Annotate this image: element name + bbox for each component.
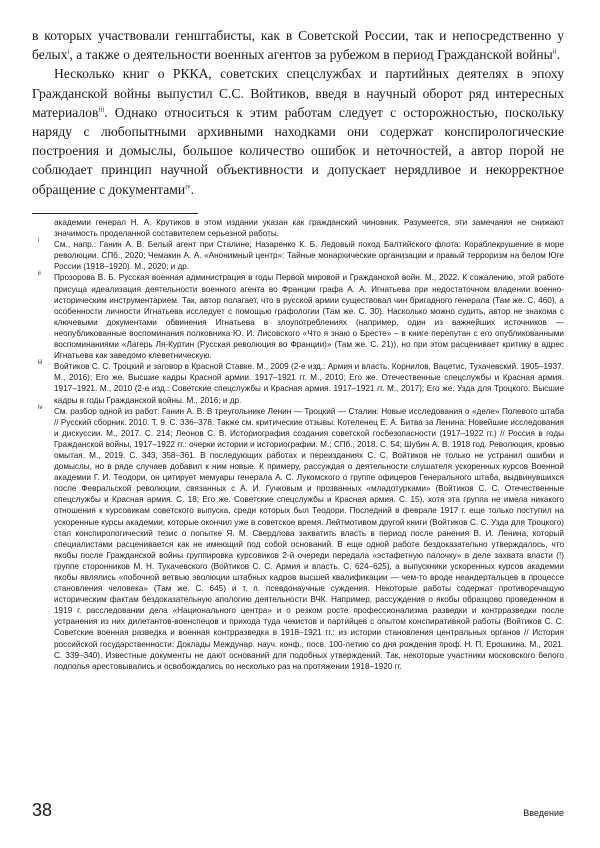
footnote-mark: i [38, 238, 40, 245]
footnote-ref-iii[interactable]: iii [98, 105, 105, 114]
running-footer-section: Введение [523, 808, 564, 818]
footnote-continued: академии генерал Н. А. Крутиков в этом издании указан как гражданский чиновник. Разумеется, эти замечания не снижают значимость проделанной составителем серьезной работы. [54, 218, 564, 239]
main-paragraph-1: в которых участвовали генштабисты, как в Советской России, так и непосредственно у белых$^i$, а также о деятельности военных агентов за рубежом в период Гражданской войны$^{ii}$. [32, 28, 564, 63]
footnote-mark: ii [38, 271, 41, 278]
footnote-i: i См., напр.: Ганин А. В. Белый агент при Сталине; Назаренко К. Б. Ледовый поход Балтийского флота: Кораблекрушение в море революции. СПб., 2020; Чемакин А. А. «Анонимный центр»: Тайные монархические организации и правый терроризм на белом Юге России (1918–1920). М., 2020; и др. [38, 238, 564, 272]
footnote-mark: iv [38, 404, 43, 411]
footnote-mark: iii [38, 360, 42, 367]
main-text [32, 26, 564, 199]
footnote-ref-iv[interactable]: iv [185, 182, 191, 191]
footnote-iii: iii Войтиков С. С. Троцкий и заговор в Красной Ставке. М., 2009 (2-е изд.: Армия и власть. Корнилов, Вацетис, Тухачевский. 1905–1937. М., 2016); Его же. Высшие кадры Красной армии. 1917–1921 гг. М., 2010; Его же. Отечественные спецслужбы и Красная армия. 1917–1921. М., 2010 (2-е изд.: Советские спецслужбы и Красная армия. 1917–1921 гг. М., 2017); Его же. Узда для Троцкого. Высшие кадры в годы Гражданской войны. М., 2016; и др. [38, 360, 564, 405]
footnote-ref-i[interactable]: i [67, 47, 70, 56]
footnote-iv: iv См. разбор одной из работ: Ганин А. В. В треугольнике Ленин — Троцкий — Сталин: Новые исследования о «деле» Полевого штаба // Русский сборник. 2010. Т. 9. С. 336–378. Также см. критические отзывы: Котеленец Е. А. Битва за Ленина: Новейшие исследования и дискуссии. М., 2017. С. 214; Леонов С. В. Историография создания советской госбезопасности (1917–1922 гг.) // Россия в годы Гражданской войны, 1917–1922 гг.: очерки истории и историографии. М.; СПб., 2018. С. 54; Шубин А. В. 1918 год. Революция, кровью омытая. М., 2019. С. 343, 358–361. В последующих работах и переизданиях С. С. Войтиков не только не устранил ошибки и домыслы, но в ряде случаев добавил к ним новые. К примеру, рассуждая о деятельности слушателя ускоренных курсов Военной академии Г. И. Теодори, он цитирует мемуары генерала А. С. Лукомского о группе офицеров Генерального штаба, выдвинувшихся после Февральской революции, связанных с А. И. Гучковым и прозванных «младотурками» (Войтиков С. С. Отечественные спецслужбы и Красная армия. С. 18; Его же. Советские спецслужбы и Красная армия. С. 15), хотя эта группа не имела никакого отношения к курсовикам советского выпуска, среди которых был Теодори. Последний в феврале 1917 г. еще только поступил на ускоренные курсы академии, которые окончил уже в советское время. Лейтмотивом другой книги (Войтиков С. С. Узда для Троцкого) стал конспирологический тезис о попытке Я. М. Свердлова захватить власть в период после ранения В. И. Ленина, который специалистами расценивается как не имеющий под собой оснований. В еще одной работе бездоказательно утверждалось, что якобы после Гражданской войны группировка курсовиков 2-й очереди передала «эстафетную палочку» в деле захвата власти (!) группе сторонников М. Н. Тухачевского (Войтиков С. С. Армия и власть. С. 624–625), а выпускники ускоренных курсов академии якобы являлись «побочной ветвью эволюции штабных кадров высшей квалификации — чем-то вроде неандертальцев в процессе становления человека» (Там же. С. 645) и т. п. псевдонаучные суждения. Некоторые работы содержат противоречащую историческим фактам бездоказательную апологию деятельности ВЧК. Например, рассуждения о якобы образцово проведенном в 1919 г. расследовании дела «Национального центра» и о резком росте профессионализма разведки и контрразведки после устранения из них дилетантов-военспецов и прихода туда чекистов и партийцев с опытом конспиративной работы (Войтиков С. С. Советские военная разведка и военная контрразведка в 1918–1921 гг.: из истории становления центральных органов // История российской государственности: Доклады Междунар. науч. конф., посв. 100-летию со дня рождения проф. Н. П. Ерошкина. М., 2021. С. 339–340). Известные документы не дают оснований для подобных утверждений. Так, некоторые участники московского белого подполья арестовывались и освобождались по несколько раз на протяжении 1918–1920 гг. [38, 404, 564, 671]
footnote-separator [32, 213, 198, 214]
footnotes [32, 217, 564, 672]
main-paragraph-2: Несколько книг о РККА, советских спецслужбах и партийных деятелях в эпоху Гражданской войны выпустил С.С. Войтиков, введя в научный оборот ряд интересных материалов$^{iii}$. Однако относиться к этим работам следует с осторожностью, поскольку наряду с любопытными архивными находками они содержат конспирологические построения и домыслы, большое количество ошибок и неточностей, а автор порой не соблюдает принцип научной объективности и допускает нерядливое и некорректное обращение с документами$^{iv}$. [32, 66, 564, 197]
footnote-ref-ii[interactable]: ii [552, 47, 557, 56]
footnote-ii: ii Прозорова В. Б. Русская военная администрация в годы Первой мировой и Гражданской войн. М., 2022. К сожалению, этой работе присуща идеализация деятельности военного агента во Франции графа А. А. Игнатьева при недостаточном владении военно-историческим инструментарием. Так, автор полагает, что в русской армии существовал чин бригадного генерала (Там же. С. 460), а особенности личности Игнатьева исследует с помощью графологии (Там же. С. 30). Насколько можно судить, автор не знакома с ключевыми документами обвинения Игнатьева в злоупотреблениях (например, один из важнейших источников — неопубликованные воспоминания полковника Ю. И. Лисовского «Что я знаю о Бресте» – в книге перепутан с его опубликованными воспоминаниями «Лагерь Ля-Куртин (Русская революция во Франции)» (Там же. С. 21)), но при этом расценивает критику в адрес Игнатьева как заведомо клеветническую. [38, 271, 564, 361]
page-number: 38 [32, 800, 53, 820]
